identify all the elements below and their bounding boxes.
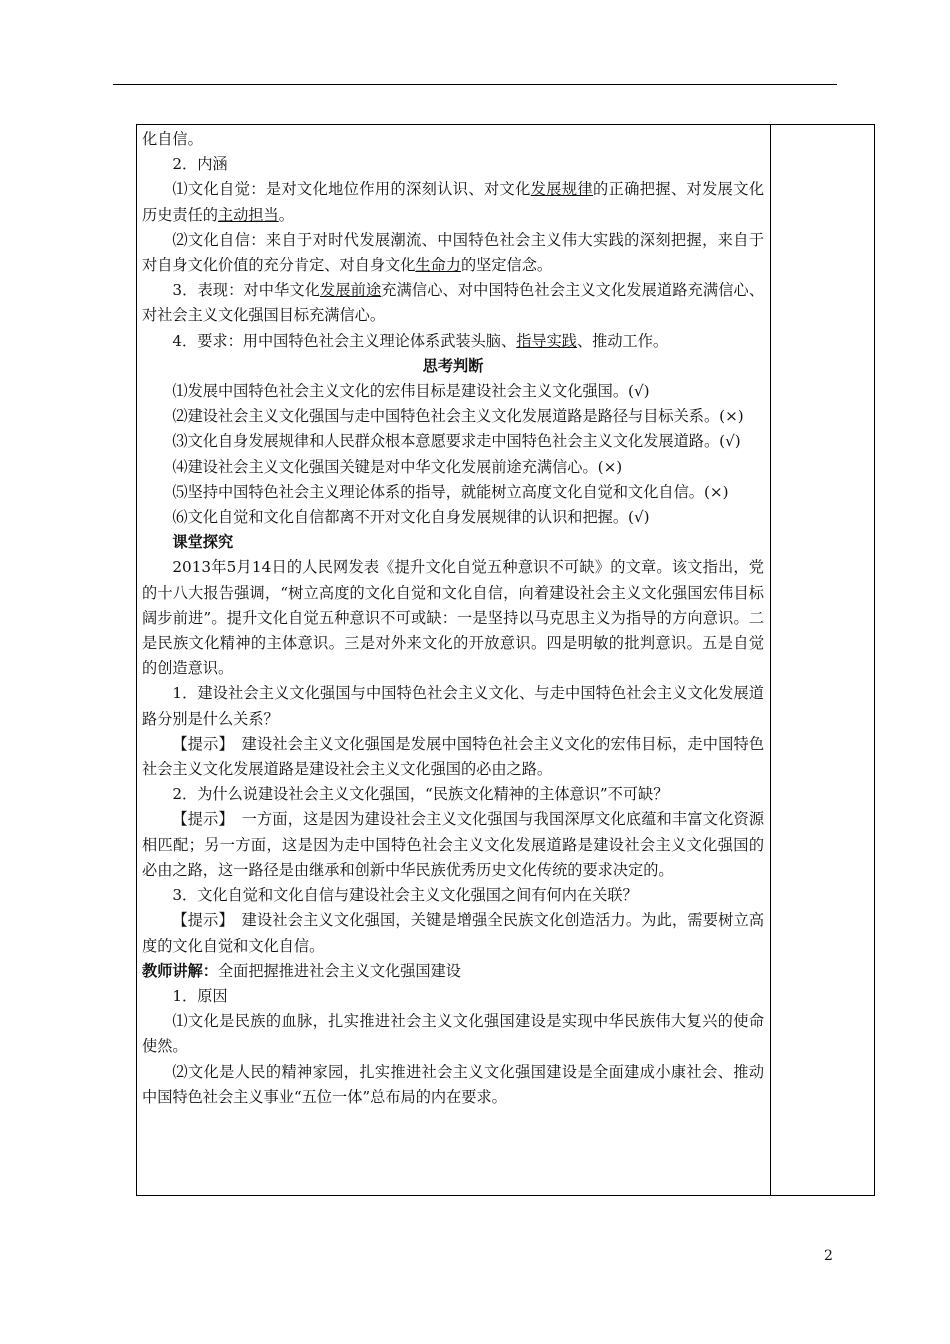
judgment-item: ⑹文化自觉和文化自信都离不开对文化自身发展规律的认识和把握。(√) bbox=[172, 508, 650, 527]
text: 的坚定信念。 bbox=[460, 256, 553, 275]
hint-tag: 【提示】 bbox=[172, 911, 227, 930]
text: 、推动工作。 bbox=[576, 331, 669, 350]
text: 建设社会主义文化强国，关键是增强全民族文化创造活力。为此，需要树立高度的文化自觉和文化自信。 bbox=[142, 911, 765, 955]
hint-tag: 【提示】 bbox=[172, 734, 227, 753]
judgment-item: ⑴发展中国特色社会主义文化的宏伟目标是建设社会主义文化强国。(√) bbox=[172, 382, 650, 401]
teacher-label: 教师讲解： bbox=[142, 961, 218, 980]
header-rule bbox=[113, 84, 837, 85]
answer-2 bbox=[142, 807, 764, 883]
reason-item: ⑴文化是民族的血脉，扎实推进社会主义文化强国建设是实现中华民族伟大复兴的使命使然。 bbox=[142, 1012, 764, 1056]
para-requirement bbox=[142, 329, 764, 354]
heading-connotation: 2．内涵 bbox=[172, 155, 228, 174]
para-cultural-confidence bbox=[142, 228, 764, 278]
heading-reason: 1．原因 bbox=[172, 986, 228, 1005]
text: 化自信。 bbox=[142, 130, 203, 148]
main-content-cell bbox=[142, 127, 764, 1110]
para-explore: 2013年5月14日的人民网发表《提升文化自觉五种意识不可缺》的文章。该文指出，党的十八大报告强调，“树立高度的文化自觉和文化自信，向着建设社会主义文化强国宏伟目标阔步前进”。提升文化自觉五种意识不可或缺：一是坚持以马克思主义为指导的方向意识。二是民族文化精神的主体意识。三是对外来文化的开放意识。四是明敏的批判意识。五是自觉的创造意识。 bbox=[142, 558, 764, 678]
text: ⑵文化自信：来自于对时代发展潮流、中国特色社会主义伟大实践的深刻把握，来自于对自身文化价值的充分肯定、对自身文化 bbox=[142, 230, 764, 275]
text: 3．表现：对中华文化 bbox=[172, 281, 321, 300]
section-title-explore: 课堂探究 bbox=[172, 533, 234, 552]
judgment-item: ⑵建设社会主义文化强国与走中国特色社会主义文化发展道路是路径与目标关系。(×) bbox=[172, 407, 744, 426]
underlined-term: 主动担当 bbox=[217, 205, 279, 224]
text: 的正确把握、对发展文化历史责任的 bbox=[142, 180, 765, 224]
teacher-heading bbox=[142, 959, 764, 984]
content-table bbox=[136, 124, 875, 1196]
judgment-item: ⑷建设社会主义文化强国关键是对中华文化发展前途充满信心。(×) bbox=[172, 457, 623, 476]
text: 建设社会主义文化强国是发展中国特色社会主义文化的宏伟目标，走中国特色社会主义文化发展道路是建设社会主义文化强国的必由之路。 bbox=[142, 734, 765, 779]
underlined-term: 发展规律 bbox=[530, 180, 594, 199]
table-column-divider bbox=[770, 125, 771, 1195]
text: 4．要求：用中国特色社会主义理论体系武装头脑、 bbox=[172, 331, 517, 350]
reason-item: ⑵文化是人民的精神家园，扎实推进社会主义文化强国建设是全面建成小康社会、推动中国特色社会主义事业“五位一体”总布局的内在要求。 bbox=[142, 1062, 764, 1106]
underlined-term: 发展前途 bbox=[320, 281, 382, 300]
question-3: 3．文化自觉和文化自信与建设社会主义文化强国之间有何内在关联？ bbox=[172, 886, 638, 905]
judgment-item: ⑶文化自身发展规律和人民群众根本意愿要求走中国特色社会主义文化发展道路。(√) bbox=[172, 432, 741, 451]
text: ⑴文化自觉：是对文化地位作用的深刻认识、对文化 bbox=[172, 180, 531, 199]
underlined-term: 指导实践 bbox=[516, 331, 577, 350]
judgment-item: ⑸坚持中国特色社会主义理论体系的指导，就能树立高度文化自觉和文化自信。(×) bbox=[172, 482, 729, 501]
teacher-title: 全面把握推进社会主义文化强国建设 bbox=[217, 961, 461, 980]
answer-1 bbox=[142, 732, 764, 782]
question-2: 2．为什么说建设社会主义文化强国，“民族文化精神的主体意识”不可缺？ bbox=[172, 785, 669, 804]
para-continuation bbox=[142, 127, 764, 152]
underlined-term: 生命力 bbox=[415, 256, 461, 275]
answer-3 bbox=[142, 908, 764, 958]
text: 一方面，这是因为建设社会主义文化强国与我国深厚文化底蕴和丰富文化资源相匹配；另一方面，这是因为走中国特色社会主义文化发展道路是建设社会主义文化强国的必由之路，这一路径是由继承和创新中华民族优秀历史文化传统的要求决定的。 bbox=[142, 810, 765, 879]
section-title-think: 思考判断 bbox=[422, 356, 484, 375]
hint-tag: 【提示】 bbox=[172, 810, 227, 829]
text: 充满信心、对中国特色社会主义文化发展道路充满信心、对社会主义文化强国目标充满信心。 bbox=[142, 281, 765, 325]
text: 。 bbox=[278, 205, 294, 224]
page-number: 2 bbox=[824, 1248, 833, 1264]
para-manifestation bbox=[142, 278, 764, 328]
question-1: 1．建设社会主义文化强国与中国特色社会主义文化、与走中国特色社会主义文化发展道路分别是什么关系？ bbox=[142, 684, 764, 728]
para-cultural-awareness bbox=[142, 177, 764, 227]
